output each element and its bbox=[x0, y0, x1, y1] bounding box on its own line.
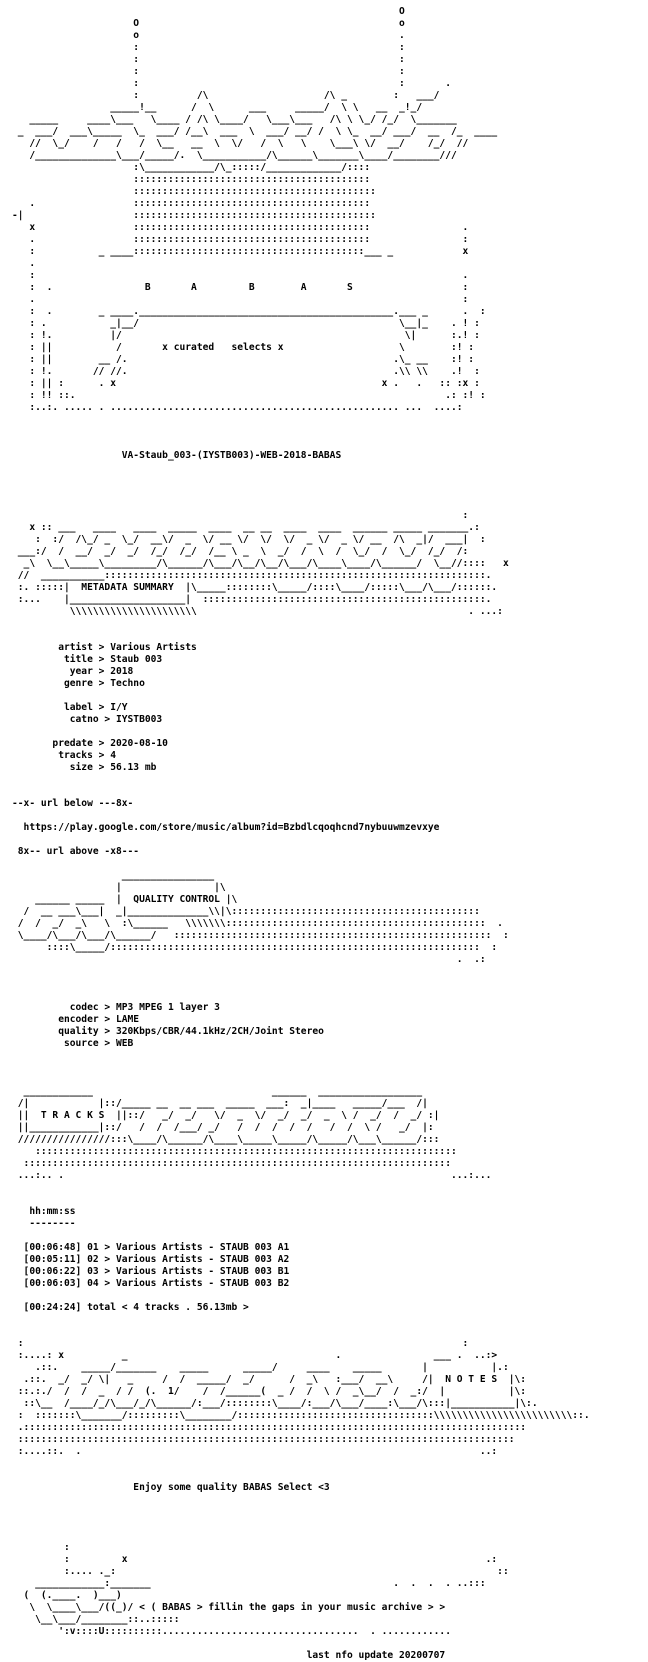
nfo-line bbox=[12, 1458, 590, 1470]
nfo-line bbox=[12, 414, 590, 426]
nfo-line: : !! ::. .: :! : bbox=[12, 390, 486, 401]
nfo-line: :....: x _ . ___ . ..:> bbox=[12, 1350, 498, 1361]
nfo-line bbox=[12, 1050, 590, 1062]
nfo-line: ___:/ / __/ _/ _/ /_/ /_/ /__ \ _ \ _/ / \ / \_/ / \_/ /_/ /: bbox=[12, 546, 469, 557]
nfo-line: :::::::::::::::::::::::::::::::::::::::::::::::::::::::::::::::::::::::::::::::::::::: bbox=[12, 1434, 515, 1445]
nfo-line: [00:06:48] 01 > Various Artists - STAUB 003 A1 bbox=[12, 1242, 290, 1253]
nfo-line: : || / x curated selects x \ :! : bbox=[12, 342, 475, 353]
nfo-line: : : bbox=[12, 54, 405, 65]
nfo-line bbox=[12, 1530, 590, 1542]
nfo-line: [00:05:11] 02 > Various Artists - STAUB 003 A2 bbox=[12, 1254, 290, 1265]
nfo-line: _____ ____\___ \____ / /\ \____/ \___\___ /\ \ \_/ /_/ \_______ bbox=[12, 114, 457, 125]
nfo-line: https://play.google.com/store/music/album?id=Bzbdlcqoqhcnd7nybuuwmzevxye bbox=[12, 822, 440, 833]
nfo-line: : _ ____::::::::::::::::::::::::::::::::::::::::___ _ x bbox=[12, 246, 469, 257]
nfo-line: -| :::::::::::::::::::::::::::::::::::::::::: bbox=[12, 210, 376, 221]
nfo-line: ':v::::U::::::::::.................................. . ............ bbox=[12, 1626, 451, 1637]
nfo-line: encoder > LAME bbox=[12, 1014, 140, 1025]
nfo-line: ____________ ______ __________________ bbox=[12, 1086, 423, 1097]
nfo-line: x ::::::::::::::::::::::::::::::::::::::::: . bbox=[12, 222, 469, 233]
nfo-line: // \_/ / / / \__ __ \ \/ / \ \ \___\ \/ __/ /_/ // bbox=[12, 138, 469, 149]
nfo-line: : . B A B A S : bbox=[12, 282, 469, 293]
nfo-line: _ ___/ ___\_____ \_ ___/ /__\ ___ \ ___/ __/ / \ \_ __/ ___/ __ /_ ____ bbox=[12, 126, 498, 137]
nfo-line: quality > 320Kbps/CBR/44.1kHz/2CH/Joint Stereo bbox=[12, 1026, 324, 1037]
nfo-line bbox=[12, 966, 590, 978]
nfo-line: || T R A C K S ||::/ _/ _/ \/ _ \/ _/ _/ _ \ / _/ / _/ :| bbox=[12, 1110, 440, 1121]
nfo-line bbox=[12, 426, 590, 438]
nfo-line: --x- url below ---8x- bbox=[12, 798, 134, 809]
nfo-line: [00:24:24] total < 4 tracks . 56.13mb > bbox=[12, 1302, 249, 1313]
nfo-line: :... |____________________| :::::::::::::::::::::::::::::::::::::::::::::::::. bbox=[12, 594, 492, 605]
nfo-line: : . bbox=[12, 270, 469, 281]
nfo-line: /| |::/_____ __ __ ___ _____ ___: _|____ _____/___ /| bbox=[12, 1098, 428, 1109]
nfo-line: :::::::::::::::::::::::::::::::::::::::::: bbox=[12, 186, 376, 197]
nfo-line: | |\ bbox=[12, 882, 226, 893]
nfo-line bbox=[12, 726, 590, 738]
nfo-line: : . _ ____.____________________________________________.___ _ . : bbox=[12, 306, 486, 317]
nfo-line: ________________ bbox=[12, 870, 215, 881]
nfo-line bbox=[12, 1182, 590, 1194]
nfo-line: ::.:./ / / _ / / (. 1/ / /______( _ / / \ / _\__/ / _:/ | |\: bbox=[12, 1386, 527, 1397]
nfo-line: . ::::::::::::::::::::::::::::::::::::::::: bbox=[12, 198, 371, 209]
nfo-line: tracks > 4 bbox=[12, 750, 116, 761]
nfo-line: ____________:_______ . . . . ..::: bbox=[12, 1578, 486, 1589]
nfo-line: /______________\___/_____/. \___________/\______\_______\____/________/// bbox=[12, 150, 457, 161]
nfo-line: label > I/Y bbox=[12, 702, 128, 713]
nfo-line: . .: bbox=[12, 954, 486, 965]
nfo-line: . : bbox=[12, 294, 469, 305]
nfo-line: : bbox=[12, 1542, 70, 1553]
nfo-line bbox=[12, 1638, 590, 1650]
nfo-line: \__\___/________::..::::: bbox=[12, 1614, 180, 1625]
nfo-line: .::::::::::::::::::::::::::::::::::::::::::::::::::::::::::::::::::::::::::::::::::::::: bbox=[12, 1422, 527, 1433]
nfo-line: \ \____\___/((_)/ < ( BABAS > fillin the gaps in your music archive > > bbox=[12, 1602, 446, 1613]
nfo-line: .::. _____/_______ _____ _____/ ____ _____ | |.: bbox=[12, 1362, 509, 1373]
nfo-line: : bbox=[12, 510, 469, 521]
nfo-line: codec > MP3 MPEG 1 layer 3 bbox=[12, 1002, 220, 1013]
nfo-line: // ___________::::::::::::::::::::::::::::::::::::::::::::::::::::::::::::::::::. bbox=[12, 570, 492, 581]
nfo-line bbox=[12, 810, 590, 822]
nfo-line bbox=[12, 618, 590, 630]
nfo-line: VA-Staub_003-(IYSTB003)-WEB-2018-BABAS bbox=[12, 450, 342, 461]
nfo-line: artist > Various Artists bbox=[12, 642, 197, 653]
nfo-line bbox=[12, 858, 590, 870]
nfo-line bbox=[12, 1518, 590, 1530]
nfo-line: : /\ /\ _ : ___/ bbox=[12, 90, 440, 101]
nfo-line: ( (.____. )___) bbox=[12, 1590, 122, 1601]
nfo-line: : : bbox=[12, 1338, 469, 1349]
nfo-line bbox=[12, 474, 590, 486]
nfo-line bbox=[12, 1314, 590, 1326]
nfo-line: genre > Techno bbox=[12, 678, 145, 689]
nfo-line bbox=[12, 438, 590, 450]
nfo-line bbox=[12, 1290, 590, 1302]
nfo-line: [00:06:22] 03 > Various Artists - STAUB 003 B1 bbox=[12, 1266, 290, 1277]
nfo-line: [00:06:03] 04 > Various Artists - STAUB 003 B2 bbox=[12, 1278, 290, 1289]
nfo-line: :\____________/\_:::::/_____________/:::: bbox=[12, 162, 371, 173]
nfo-line: last nfo update 20200707 bbox=[12, 1650, 446, 1661]
nfo-line: .::. _/ _/ \| _ / / _____/ _/ / _\ :___/ __\ /| N O T E S |\: bbox=[12, 1374, 527, 1385]
nfo-line bbox=[12, 486, 590, 498]
nfo-line: :::::::::::::::::::::::::::::::::::::::::::::::::::::::::::::::::::::::::: bbox=[12, 1158, 451, 1169]
nfo-line bbox=[12, 630, 590, 642]
nfo-line: ////////////////:::\____/\______/\____\_____\_____/\_____/\___\______/::: bbox=[12, 1134, 440, 1145]
nfo-line: O bbox=[12, 6, 405, 17]
nfo-line: :....::. . ..: bbox=[12, 1446, 498, 1457]
nfo-line bbox=[12, 498, 590, 510]
nfo-line bbox=[12, 1194, 590, 1206]
nfo-line bbox=[12, 1506, 590, 1518]
nfo-line: : : bbox=[12, 66, 405, 77]
nfo-line: :..:. ..... . .................................................. ... ....: bbox=[12, 402, 463, 413]
nfo-line: : || __ /. .\_ __ :! : bbox=[12, 354, 475, 365]
nfo-line: ::\__ /____/_/\___/_/\______/:___/::::::::\____/:___/\___/____:\___/\:::|___________|\:. bbox=[12, 1398, 538, 1409]
nfo-line: ::::\_____/:::::::::::::::::::::::::::::::::::::::::::::::::::::::::::::::: : bbox=[12, 942, 498, 953]
nfo-line: -------- bbox=[12, 1218, 76, 1229]
nfo-line bbox=[12, 990, 590, 1002]
nfo-line bbox=[12, 1230, 590, 1242]
nfo-line: x :: ___ ____ ____ _____ ____ __ __ ____ ____ ______ _____ _______.: bbox=[12, 522, 480, 533]
nfo-line: : :::::::\_______/:::::::::\________/::::::::::::::::::::::::::::::::::\\\\\\\\\\\\\\\\\\\\\\\\::. bbox=[12, 1410, 590, 1421]
nfo-line: : || : . x x . . :: :x : bbox=[12, 378, 480, 389]
nfo-line bbox=[12, 774, 590, 786]
nfo-line bbox=[12, 786, 590, 798]
nfo-line: : !. // //. .\\ \\ .! : bbox=[12, 366, 480, 377]
nfo-line: : : . bbox=[12, 78, 451, 89]
nfo-line bbox=[12, 1074, 590, 1086]
nfo-line bbox=[12, 1062, 590, 1074]
nfo-line: 8x-- url above -x8--- bbox=[12, 846, 140, 857]
nfo-line: o . bbox=[12, 30, 405, 41]
nfo-document bbox=[12, 6, 590, 1662]
nfo-line: :.... ._: :: bbox=[12, 1566, 509, 1577]
nfo-line: \____/\___/\___/\______/ ::::::::::::::::::::::::::::::::::::::::::::::::::::::: : bbox=[12, 930, 509, 941]
nfo-line: :. :::::| METADATA SUMMARY |\_____::::::::\_____/::::\____/:::::\___/\___/::::::. bbox=[12, 582, 498, 593]
nfo-line: Enjoy some quality BABAS Select <3 bbox=[12, 1482, 330, 1493]
nfo-line: . bbox=[12, 258, 36, 269]
nfo-line bbox=[12, 690, 590, 702]
nfo-line: year > 2018 bbox=[12, 666, 134, 677]
nfo-line bbox=[12, 462, 590, 474]
nfo-line: _\ \__\_____\_________/\______/\___/\__/\__/\___/\____\____/\______/ \__//:::: x bbox=[12, 558, 509, 569]
nfo-line: \\\\\\\\\\\\\\\\\\\\\\ . ...: bbox=[12, 606, 503, 617]
nfo-line: hh:mm:ss bbox=[12, 1206, 76, 1217]
nfo-line bbox=[12, 1494, 590, 1506]
nfo-line: ...:.. . ...:... bbox=[12, 1170, 492, 1181]
nfo-line: : :/ /\_/ _ \_/ __\/ _ \/ __ \/ \/ \/ _ \/ _ \/ __ /\ _|/ ___| : bbox=[12, 534, 486, 545]
nfo-line bbox=[12, 978, 590, 990]
nfo-line: title > Staub 003 bbox=[12, 654, 163, 665]
nfo-line: ::::::::::::::::::::::::::::::::::::::::: bbox=[12, 174, 371, 185]
nfo-line: O o bbox=[12, 18, 405, 29]
nfo-line: / / _/ _\ \ :\______ \\\\\\\::::::::::::::::::::::::::::::::::::::::::::: . bbox=[12, 918, 503, 929]
nfo-line: predate > 2020-08-10 bbox=[12, 738, 168, 749]
nfo-line: . ::::::::::::::::::::::::::::::::::::::::: : bbox=[12, 234, 469, 245]
nfo-line: : x .: bbox=[12, 1554, 498, 1565]
nfo-line: _____!__ / \ ___ _____/ \ \ __ _!_/ bbox=[12, 102, 423, 113]
nfo-line: : : bbox=[12, 42, 405, 53]
nfo-line: size > 56.13 mb bbox=[12, 762, 157, 773]
nfo-line: source > WEB bbox=[12, 1038, 134, 1049]
nfo-line: : !. |/ \| :.! : bbox=[12, 330, 480, 341]
nfo-line: catno > IYSTB003 bbox=[12, 714, 163, 725]
nfo-line: ||____________|::/ / / /___/ _/ / / / / / / / \ / _/ |: bbox=[12, 1122, 434, 1133]
nfo-line: ::::::::::::::::::::::::::::::::::::::::::::::::::::::::::::::::::::::::: bbox=[12, 1146, 457, 1157]
nfo-line bbox=[12, 1326, 590, 1338]
nfo-line: : . _|__/ \__|_ . ! : bbox=[12, 318, 480, 329]
nfo-line: ______ _____ | QUALITY CONTROL |\ bbox=[12, 894, 238, 905]
nfo-line bbox=[12, 1470, 590, 1482]
nfo-line bbox=[12, 834, 590, 846]
nfo-line: / __ ___\___| _|______________\\|\::::::::::::::::::::::::::::::::::::::::::: bbox=[12, 906, 480, 917]
